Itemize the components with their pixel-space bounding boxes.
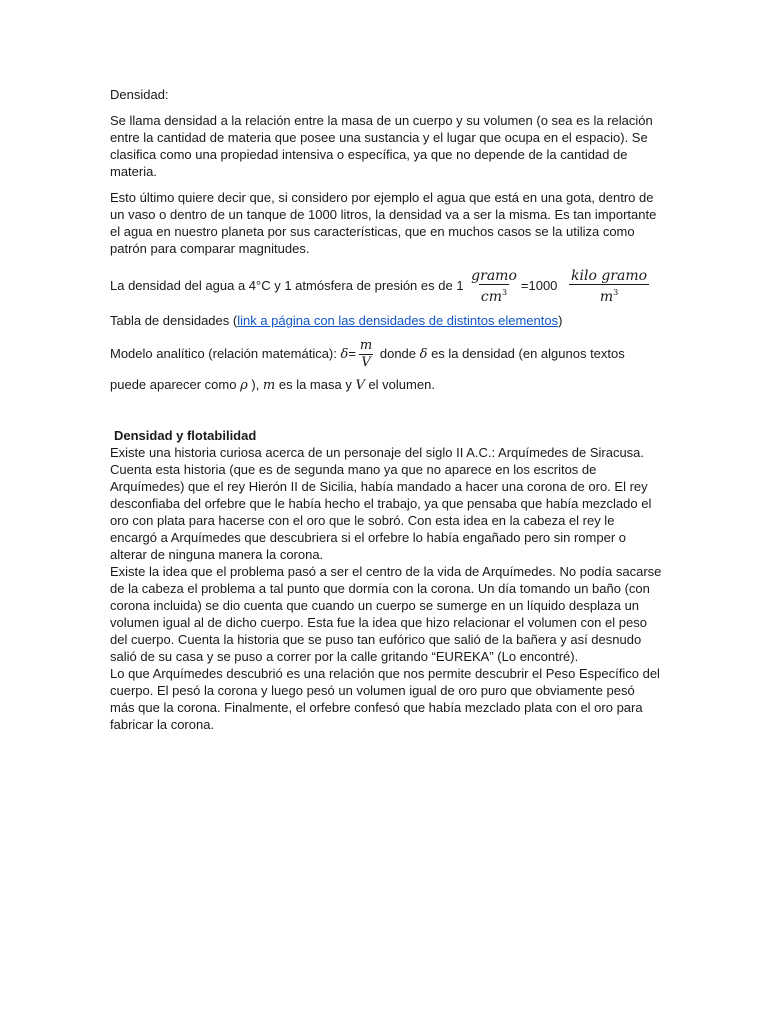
- model-text-4: es la masa y: [275, 377, 356, 392]
- section-title-densidad: Densidad:: [110, 87, 169, 102]
- delta-symbol-2: δ: [419, 346, 428, 362]
- model-text-2: es la densidad (en algunos textos puede aparecer como: [110, 345, 625, 392]
- delta-symbol: δ: [340, 346, 349, 362]
- paragraph-water-example: Esto último quiere decir que, si considero por ejemplo el agua que está en una gota, dentro de un vaso o dentro de un tanque de 1000 litros, la densidad va a ser la misma. Es tan importante el agua en nuestro planeta por sus características, que en muchos casos se la utiliza como patrón para comparar magnitudes.: [110, 190, 657, 256]
- model-text-5: el volumen.: [364, 377, 435, 392]
- section-gap: [110, 399, 662, 427]
- unit-m-exponent: 3: [613, 288, 619, 298]
- paragraph-definition: Se llama densidad a la relación entre la masa de un cuerpo y su volumen (o sea es la relación entre la cantidad de materia que posee una sustancia y el lugar que ocupa en el espacio). Se clasifica como una propiedad intensiva o específica, ya que no depende de la cantidad de materia.: [110, 113, 653, 179]
- unit-cm: cm: [480, 289, 503, 306]
- model-prefix: Modelo analítico (relación matemática):: [110, 345, 341, 361]
- table-line-prefix: Tabla de densidades (: [110, 313, 238, 328]
- table-line-suffix: ): [558, 313, 563, 328]
- document-body: [110, 86, 662, 733]
- water-density-text: La densidad del agua a 4°C y 1 atmósfera de presión es de 1: [110, 278, 464, 293]
- model-equals: =: [348, 345, 356, 361]
- fraction-m: m: [359, 338, 373, 353]
- section-title-flotabilidad: Densidad y flotabilidad: [114, 428, 257, 443]
- paragraph-eureka: Existe la idea que el problema pasó a ser el centro de la vida de Arquímedes. No podía sacarse de la cabeza el problema a tal punto que dormía con la corona. Un día tomando un baño (con corona incluida) se dio cuenta que cuando un cuerpo se sumerge en un líquido desplaza un volumen igual al de dicho cuerpo. Esta fue la idea que hizo relacionar el volumen con el peso del cuerpo. Cuenta la historia que se puso tan eufórico que salió de la bañera y así desnudo salió de su casa y se puso a correr por la calle gritando “EUREKA” (Lo encontré).: [110, 564, 662, 664]
- equals-1000: =1000: [520, 278, 558, 293]
- density-table-line: [110, 312, 662, 329]
- paragraph-archimedes-story: Existe una historia curiosa acerca de un personaje del siglo II A.C.: Arquímedes de Siracusa. Cuenta esta historia (que es de segunda mano ya que no aparece en los escritos de Arquímedes) que el rey Hierón II de Sicilia, había mandado a hacer una corona de oro. El rey desconfiaba del orfebre que le había hecho el trabajo, ya que pensaba que había mezclado el oro con plata para hacerse con el oro que le sobró. Con esta idea en la cabeza el rey le encargó a Arquímedes que descubriera si el orfebre lo había engañado pero sin romper o alterar de ninguna manera la corona.: [110, 445, 652, 562]
- unit-m: m: [599, 289, 614, 306]
- water-density-line: [110, 266, 662, 306]
- unit-kilogram: kilo gramo: [571, 268, 648, 285]
- densities-link[interactable]: link a página con las densidades de distintos elementos: [237, 313, 559, 328]
- v-symbol: V: [355, 378, 365, 393]
- paragraph-conclusion: Lo que Arquímedes descubrió es una relación que nos permite descubrir el Peso Específico del cuerpo. El pesó la corona y luego pesó un volumen igual de oro puro que obviamente pesó más que la corona. Finalmente, el orfebre confesó que había mezclado plata con el oro para fabricar la corona.: [110, 666, 660, 732]
- unit-gram-per-cm3: [469, 268, 519, 305]
- unit-gram: gramo: [471, 268, 517, 285]
- fraction-v: V: [361, 355, 371, 370]
- model-text-1: donde: [376, 345, 420, 361]
- mass-over-volume-fraction: [358, 338, 374, 371]
- m-symbol: m: [262, 378, 276, 393]
- unit-kg-per-m3: [569, 268, 649, 305]
- unit-cm-exponent: 3: [502, 288, 508, 298]
- model-text-3: ),: [247, 377, 263, 392]
- rho-symbol: ρ: [240, 378, 248, 393]
- analytic-model-paragraph: [110, 338, 662, 399]
